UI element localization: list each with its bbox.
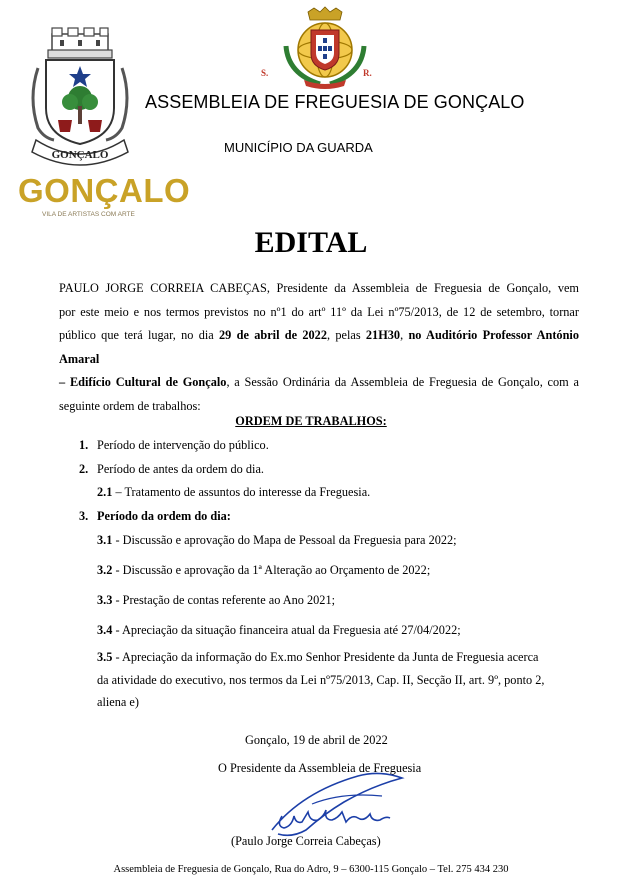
list-item: 2.1 – Tratamento de assuntos do interesse da Freguesia. <box>97 485 371 499</box>
arms-letter-left: S. <box>261 68 269 78</box>
session-venue: no Auditório Professor António Amaral <box>59 328 579 366</box>
intro-line-1: PAULO JORGE CORREIA CABEÇAS, Presidente da Assembleia de Freguesia de Gonçalo, vem <box>59 281 579 295</box>
document-title: EDITAL <box>254 226 368 259</box>
list-item: 3.5 - Apreciação da informação do Ex.mo Senhor Presidente da Junta de Freguesia acerca da atividade do executivo, nos termos da Lei nº75/2013, Cap. II, Secção II, art. 9º, ponto 2, aliena e) <box>97 650 545 709</box>
list-item: 2. Período de antes da ordem do dia. <box>79 462 264 476</box>
logo-tagline: VILA DE ARTISTAS COM ARTE <box>42 211 135 218</box>
intro-line-3: público que terá lugar, no dia 29 de abril de 2022, pelas 21H30, no Auditório Professor António Amaral <box>59 328 579 366</box>
list-item: 3. Período da ordem do dia: <box>79 509 231 523</box>
intro-line-2: por este meio e nos termos previstos no nº1 do artº 11º da Lei nº75/2013, de 12 de setembro, tornar <box>59 304 579 319</box>
session-building: – Edifício Cultural de Gonçalo <box>59 375 227 390</box>
logo-word-text: GONÇALO <box>18 172 191 209</box>
closing-date: Gonçalo, 19 de abril de 2022 <box>245 733 388 747</box>
list-item: 3.4 - Apreciação da situação financeira atual da Freguesia até 27/04/2022; <box>97 623 461 637</box>
order-heading: ORDEM DE TRABALHOS: <box>235 414 387 428</box>
gonçalo-logo <box>16 168 191 224</box>
intro-line-5: seguinte ordem de trabalhos: <box>59 398 201 413</box>
assembly-title: ASSEMBLEIA DE FREGUESIA DE GONÇALO <box>145 92 525 112</box>
list-item: 3.1 - Discussão e aprovação do Mapa de Pessoal da Freguesia para 2022; <box>97 533 457 547</box>
page-footer: Assembleia de Freguesia de Gonçalo, Rua do Adro, 9 – 6300-115 Gonçalo – Tel. 275 434 230 <box>113 864 509 875</box>
crest-motto: GONÇALO <box>51 149 109 161</box>
arms-letter-right: R. <box>363 68 372 78</box>
intro-paragraph <box>59 277 579 419</box>
session-time: 21H30 <box>365 328 401 343</box>
intro-line-4: – Edifício Cultural de Gonçalo, a Sessão Ordinária da Assembleia de Freguesia de Gonçalo, com a <box>59 375 579 390</box>
list-item: 1. Período de intervenção do público. <box>79 438 269 452</box>
signer-name: (Paulo Jorge Correia Cabeças) <box>231 834 381 848</box>
list-item: 3.3 - Prestação de contas referente ao Ano 2021; <box>97 593 336 607</box>
gonçalo-crest-icon <box>24 28 136 168</box>
municipality-name: MUNICÍPIO DA GUARDA <box>224 140 373 155</box>
closing-role: O Presidente da Assembleia de Freguesia <box>218 761 422 775</box>
signature-icon <box>262 772 412 842</box>
list-item: 3.2 - Discussão e aprovação da 1ª Alteração ao Orçamento de 2022; <box>97 563 431 577</box>
session-date: 29 de abril de 2022 <box>219 328 327 343</box>
